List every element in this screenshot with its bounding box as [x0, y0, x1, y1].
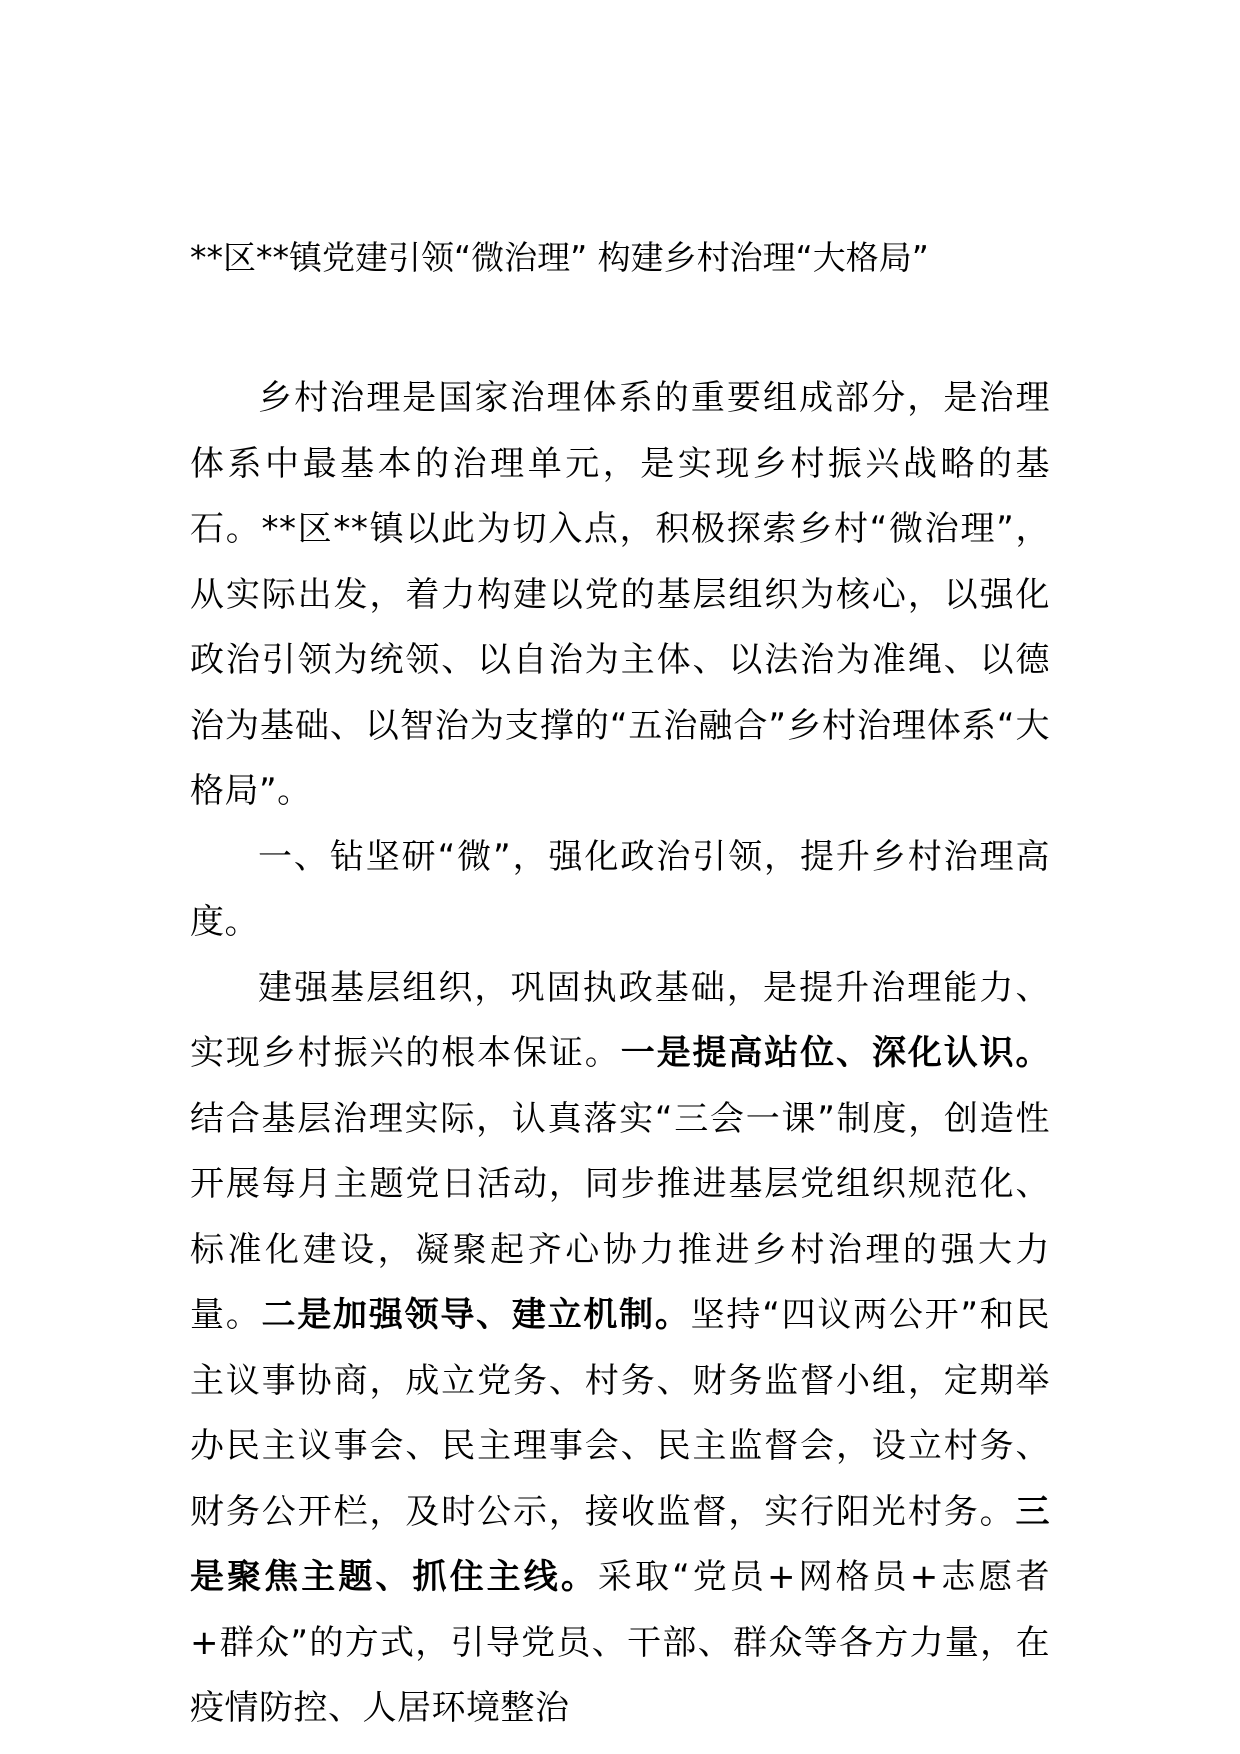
- paragraph-text: 采取“党员+网格员+志愿者+群众”的方式，引导党员、干部、群众等各方力量，在疫情防控、人居环境整治: [190, 1557, 1051, 1728]
- bold-point-3: 三是聚焦主题、抓住主线。: [190, 1491, 1050, 1597]
- document-title: **区**镇党建引领“微治理” 构建乡村治理“大格局”: [190, 238, 929, 277]
- paragraph-text: 建强基层组织，巩固执政基础，是提升治理能力、实现乡村振兴的根本保证。: [190, 967, 1050, 1073]
- section-heading: 一、钻坚研“微”，强化政治引领，提升乡村治理高度。: [190, 836, 1050, 942]
- paragraph-text: 坚持“四议两公开”和民主议事协商，成立党务、村务、财务监督小组，定期举办民主议事会、民主理事会、民主监督会，设立村务、财务公开栏，及时公示，接收监督，实行阳光村务。: [190, 1295, 1051, 1532]
- intro-paragraph: 乡村治理是国家治理体系的重要组成部分，是治理体系中最基本的治理单元，是实现乡村振兴战略的基石。**区**镇以此为切入点，积极探索乡村“微治理”，从实际出发，着力构建以党的基层组织为核心，以强化政治引领为统领、以自治为主体、以法治为准绳、以德治为基础、以智治为支撑的“五治融合”乡村治理体系“大格局”。: [190, 378, 1050, 811]
- bold-point-1: 一是提高站位、深化认识。: [620, 1033, 1051, 1073]
- paragraph-text: 结合基层治理实际，认真落实“三会一课”制度，创造性开展每月主题党日活动，同步推进基层党组织规范化、标准化建设，凝聚起齐心协力推进乡村治理的强大力量。: [190, 1098, 1050, 1335]
- section-paragraph: [190, 956, 1050, 1742]
- bold-point-2: 二是加强领导、建立机制。: [261, 1295, 691, 1335]
- document-body: [190, 366, 1050, 1742]
